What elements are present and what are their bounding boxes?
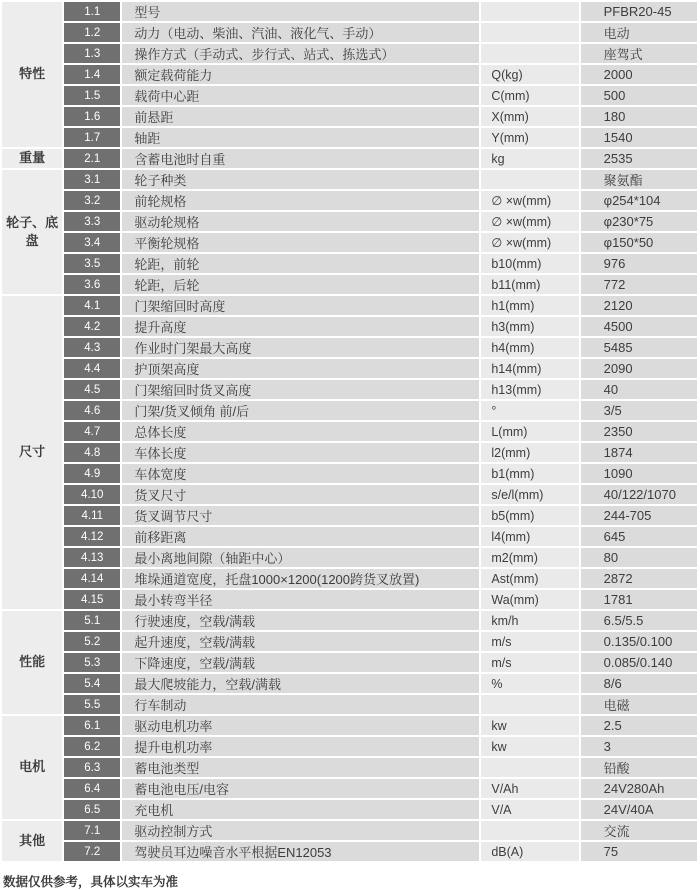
spec-value-cell: φ254*104 — [581, 191, 697, 210]
spec-unit-cell: km/h — [481, 611, 578, 630]
row-index-cell: 4.6 — [64, 401, 120, 420]
spec-row — [2, 254, 697, 273]
row-index-cell: 6.4 — [64, 779, 120, 798]
spec-unit-cell: h13(mm) — [481, 380, 578, 399]
spec-row — [2, 527, 697, 546]
spec-value-cell: 1540 — [581, 128, 697, 147]
spec-value-cell: 180 — [581, 107, 697, 126]
spec-row — [2, 2, 697, 21]
spec-row — [2, 107, 697, 126]
spec-value-cell: 40/122/1070 — [581, 485, 697, 504]
row-index-cell: 6.3 — [64, 758, 120, 777]
spec-description-cell: 前移距离 — [122, 527, 479, 546]
row-index-cell: 4.13 — [64, 548, 120, 567]
spec-value-cell: 6.5/5.5 — [581, 611, 697, 630]
spec-description-cell: 动力（电动、柴油、汽油、液化气、手动） — [122, 23, 479, 42]
row-index-cell: 3.5 — [64, 254, 120, 273]
spec-value-cell: 8/6 — [581, 674, 697, 693]
spec-description-cell: 提升电机功率 — [122, 737, 479, 756]
row-index-cell: 6.2 — [64, 737, 120, 756]
row-index-cell: 1.4 — [64, 65, 120, 84]
spec-unit-cell: b10(mm) — [481, 254, 578, 273]
spec-value-cell: 2120 — [581, 296, 697, 315]
spec-description-cell: 前悬距 — [122, 107, 479, 126]
category-cell: 重量 — [2, 149, 62, 168]
spec-unit-cell: h3(mm) — [481, 317, 578, 336]
row-index-cell: 5.2 — [64, 632, 120, 651]
spec-description-cell: 驱动电机功率 — [122, 716, 479, 735]
spec-unit-cell: m2(mm) — [481, 548, 578, 567]
spec-description-cell: 门架缩回时货叉高度 — [122, 380, 479, 399]
spec-value-cell: 976 — [581, 254, 697, 273]
spec-unit-cell: h14(mm) — [481, 359, 578, 378]
spec-value-cell: 24V/40A — [581, 800, 697, 819]
spec-row — [2, 716, 697, 735]
spec-value-cell: 座驾式 — [581, 44, 697, 63]
row-index-cell: 1.2 — [64, 23, 120, 42]
spec-unit-cell: dB(A) — [481, 842, 578, 861]
spec-description-cell: 提升高度 — [122, 317, 479, 336]
spec-row — [2, 842, 697, 861]
row-index-cell: 4.8 — [64, 443, 120, 462]
row-index-cell: 4.11 — [64, 506, 120, 525]
spec-description-cell: 行车制动 — [122, 695, 479, 714]
spec-description-cell: 轮距，后轮 — [122, 275, 479, 294]
spec-row — [2, 653, 697, 672]
spec-row — [2, 296, 697, 315]
spec-row — [2, 695, 697, 714]
spec-value-cell: 3 — [581, 737, 697, 756]
row-index-cell: 3.3 — [64, 212, 120, 231]
spec-description-cell: 平衡轮规格 — [122, 233, 479, 252]
spec-value-cell: 0.135/0.100 — [581, 632, 697, 651]
spec-description-cell: 堆垛通道宽度，托盘1000×1200(1200跨货叉放置) — [122, 569, 479, 588]
spec-description-cell: 操作方式（手动式、步行式、站式、拣选式） — [122, 44, 479, 63]
spec-value-cell: 75 — [581, 842, 697, 861]
spec-description-cell: 额定载荷能力 — [122, 65, 479, 84]
spec-description-cell: 含蓄电池时自重 — [122, 149, 479, 168]
spec-description-cell: 蓄电池电压/电容 — [122, 779, 479, 798]
spec-row — [2, 233, 697, 252]
spec-table-body — [2, 2, 697, 861]
spec-unit-cell — [481, 2, 578, 21]
spec-description-cell: 驾驶员耳边噪音水平根据EN12053 — [122, 842, 479, 861]
row-index-cell: 4.5 — [64, 380, 120, 399]
spec-unit-cell: l2(mm) — [481, 443, 578, 462]
row-index-cell: 1.3 — [64, 44, 120, 63]
spec-unit-cell: V/A — [481, 800, 578, 819]
spec-value-cell: 772 — [581, 275, 697, 294]
spec-row — [2, 758, 697, 777]
spec-value-cell: 4500 — [581, 317, 697, 336]
spec-row — [2, 569, 697, 588]
spec-row — [2, 422, 697, 441]
spec-description-cell: 行驶速度，空载/满载 — [122, 611, 479, 630]
spec-description-cell: 最小离地间隙（轴距中心） — [122, 548, 479, 567]
spec-unit-cell: h1(mm) — [481, 296, 578, 315]
spec-description-cell: 作业时门架最大高度 — [122, 338, 479, 357]
spec-unit-cell: V/Ah — [481, 779, 578, 798]
spec-value-cell: 交流 — [581, 821, 697, 840]
spec-value-cell: 500 — [581, 86, 697, 105]
spec-row — [2, 149, 697, 168]
row-index-cell: 1.6 — [64, 107, 120, 126]
row-index-cell: 5.3 — [64, 653, 120, 672]
spec-description-cell: 驱动轮规格 — [122, 212, 479, 231]
category-cell: 其他 — [2, 821, 62, 861]
spec-row — [2, 338, 697, 357]
footer-note: 数据仅供参考，具体以实车为准 — [3, 875, 179, 889]
spec-row — [2, 737, 697, 756]
row-index-cell: 2.1 — [64, 149, 120, 168]
row-index-cell: 5.5 — [64, 695, 120, 714]
spec-unit-cell — [481, 23, 578, 42]
category-cell: 电机 — [2, 716, 62, 819]
spec-unit-cell: Wa(mm) — [481, 590, 578, 609]
spec-value-cell: 80 — [581, 548, 697, 567]
spec-description-cell: 驱动控制方式 — [122, 821, 479, 840]
spec-value-cell: 2000 — [581, 65, 697, 84]
row-index-cell: 7.2 — [64, 842, 120, 861]
row-index-cell: 4.1 — [64, 296, 120, 315]
spec-unit-cell — [481, 758, 578, 777]
spec-row — [2, 170, 697, 189]
spec-description-cell: 护顶架高度 — [122, 359, 479, 378]
row-index-cell: 3.1 — [64, 170, 120, 189]
row-index-cell: 1.5 — [64, 86, 120, 105]
row-index-cell: 5.1 — [64, 611, 120, 630]
spec-value-cell: 电磁 — [581, 695, 697, 714]
spec-row — [2, 275, 697, 294]
spec-unit-cell: b5(mm) — [481, 506, 578, 525]
spec-unit-cell: l4(mm) — [481, 527, 578, 546]
spec-row — [2, 212, 697, 231]
spec-row — [2, 779, 697, 798]
spec-unit-cell: C(mm) — [481, 86, 578, 105]
spec-row — [2, 485, 697, 504]
spec-description-cell: 门架/货叉倾角 前/后 — [122, 401, 479, 420]
spec-value-cell: 244-705 — [581, 506, 697, 525]
row-index-cell: 6.5 — [64, 800, 120, 819]
spec-unit-cell: s/e/l(mm) — [481, 485, 578, 504]
spec-description-cell: 货叉调节尺寸 — [122, 506, 479, 525]
spec-value-cell: 645 — [581, 527, 697, 546]
spec-description-cell: 充电机 — [122, 800, 479, 819]
row-index-cell: 4.2 — [64, 317, 120, 336]
spec-description-cell: 货叉尺寸 — [122, 485, 479, 504]
spec-row — [2, 380, 697, 399]
spec-unit-cell: Ast(mm) — [481, 569, 578, 588]
spec-unit-cell: ∅ ×w(mm) — [481, 191, 578, 210]
row-index-cell: 3.2 — [64, 191, 120, 210]
spec-unit-cell: Q(kg) — [481, 65, 578, 84]
spec-description-cell: 前轮规格 — [122, 191, 479, 210]
spec-value-cell: 24V280Ah — [581, 779, 697, 798]
spec-unit-cell: Y(mm) — [481, 128, 578, 147]
spec-row — [2, 317, 697, 336]
spec-row — [2, 548, 697, 567]
spec-row — [2, 590, 697, 609]
spec-row — [2, 506, 697, 525]
row-index-cell: 7.1 — [64, 821, 120, 840]
spec-unit-cell: ° — [481, 401, 578, 420]
spec-unit-cell — [481, 170, 578, 189]
spec-unit-cell: X(mm) — [481, 107, 578, 126]
row-index-cell: 5.4 — [64, 674, 120, 693]
spec-row — [2, 632, 697, 651]
spec-value-cell: 2872 — [581, 569, 697, 588]
spec-row — [2, 359, 697, 378]
spec-row — [2, 128, 697, 147]
spec-description-cell: 门架缩回时高度 — [122, 296, 479, 315]
spec-description-cell: 车体宽度 — [122, 464, 479, 483]
spec-value-cell: 0.085/0.140 — [581, 653, 697, 672]
spec-description-cell: 轴距 — [122, 128, 479, 147]
spec-row — [2, 401, 697, 420]
spec-value-cell: 电动 — [581, 23, 697, 42]
row-index-cell: 4.4 — [64, 359, 120, 378]
spec-value-cell: 2.5 — [581, 716, 697, 735]
row-index-cell: 4.12 — [64, 527, 120, 546]
spec-unit-cell: ∅ ×w(mm) — [481, 212, 578, 231]
spec-description-cell: 载荷中心距 — [122, 86, 479, 105]
spec-value-cell: 1874 — [581, 443, 697, 462]
spec-unit-cell: % — [481, 674, 578, 693]
spec-unit-cell — [481, 821, 578, 840]
spec-description-cell: 轮子种类 — [122, 170, 479, 189]
spec-row — [2, 65, 697, 84]
row-index-cell: 4.10 — [64, 485, 120, 504]
spec-value-cell: 2535 — [581, 149, 697, 168]
row-index-cell: 4.9 — [64, 464, 120, 483]
spec-row — [2, 44, 697, 63]
spec-unit-cell: kw — [481, 737, 578, 756]
spec-row — [2, 821, 697, 840]
spec-description-cell: 型号 — [122, 2, 479, 21]
spec-unit-cell: b1(mm) — [481, 464, 578, 483]
spec-unit-cell: b11(mm) — [481, 275, 578, 294]
spec-unit-cell — [481, 44, 578, 63]
spec-value-cell: PFBR20-45 — [581, 2, 697, 21]
spec-value-cell: 1781 — [581, 590, 697, 609]
spec-unit-cell: kw — [481, 716, 578, 735]
spec-description-cell: 总体长度 — [122, 422, 479, 441]
spec-value-cell: φ150*50 — [581, 233, 697, 252]
row-index-cell: 1.1 — [64, 2, 120, 21]
spec-row — [2, 611, 697, 630]
spec-row — [2, 191, 697, 210]
category-cell: 性能 — [2, 611, 62, 714]
spec-description-cell: 下降速度，空载/满载 — [122, 653, 479, 672]
spec-value-cell: 40 — [581, 380, 697, 399]
spec-value-cell: 2350 — [581, 422, 697, 441]
spec-description-cell: 轮距，前轮 — [122, 254, 479, 273]
category-cell: 尺寸 — [2, 296, 62, 609]
spec-row — [2, 800, 697, 819]
spec-unit-cell: m/s — [481, 653, 578, 672]
spec-row — [2, 464, 697, 483]
spec-unit-cell: L(mm) — [481, 422, 578, 441]
spec-unit-cell: m/s — [481, 632, 578, 651]
spec-unit-cell: ∅ ×w(mm) — [481, 233, 578, 252]
spec-row — [2, 23, 697, 42]
category-cell: 特性 — [2, 2, 62, 147]
spec-value-cell: φ230*75 — [581, 212, 697, 231]
spec-description-cell: 起升速度，空载/满载 — [122, 632, 479, 651]
spec-row — [2, 674, 697, 693]
spec-description-cell: 最大爬坡能力，空载/满载 — [122, 674, 479, 693]
spec-unit-cell — [481, 695, 578, 714]
row-index-cell: 4.15 — [64, 590, 120, 609]
spec-unit-cell: kg — [481, 149, 578, 168]
row-index-cell: 4.14 — [64, 569, 120, 588]
row-index-cell: 3.6 — [64, 275, 120, 294]
row-index-cell: 6.1 — [64, 716, 120, 735]
category-cell: 轮子、底盘 — [2, 170, 62, 294]
row-index-cell: 1.7 — [64, 128, 120, 147]
spec-value-cell: 5485 — [581, 338, 697, 357]
row-index-cell: 3.4 — [64, 233, 120, 252]
spec-description-cell: 最小转弯半径 — [122, 590, 479, 609]
spec-value-cell: 铅酸 — [581, 758, 697, 777]
spec-value-cell: 3/5 — [581, 401, 697, 420]
spec-row — [2, 443, 697, 462]
row-index-cell: 4.7 — [64, 422, 120, 441]
spec-row — [2, 86, 697, 105]
spec-description-cell: 车体长度 — [122, 443, 479, 462]
spec-value-cell: 聚氨酯 — [581, 170, 697, 189]
spec-unit-cell: h4(mm) — [481, 338, 578, 357]
row-index-cell: 4.3 — [64, 338, 120, 357]
spec-value-cell: 1090 — [581, 464, 697, 483]
spec-description-cell: 蓄电池类型 — [122, 758, 479, 777]
spec-value-cell: 2090 — [581, 359, 697, 378]
